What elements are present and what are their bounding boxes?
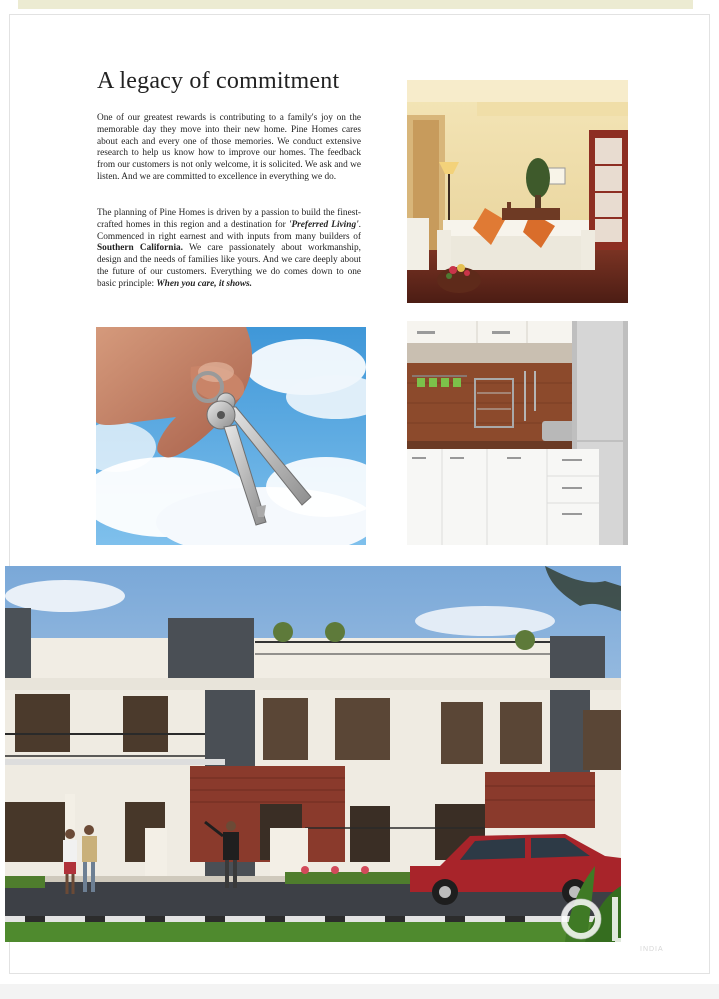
intro-paragraph: One of our greatest rewards is contributing to a family's joy on the memorable day they move into their new home. Pine Homes cares about each and every one of those memories. We conduct extensive research to help us know how to improve our homes. The feedback from our customers is not only welcome, it is solicited. We ask and we listen. And we are committed to excellence in everything we do. <box>97 113 361 182</box>
planning-text-1: The planning of Pine Homes is driven by a passion to build the finest-crafted homes in this region and a destination for <box>97 208 361 230</box>
living-room-photo <box>407 80 628 303</box>
principle-emphasis: When you care, it shows. <box>156 278 252 289</box>
page-title: A legacy of commitment <box>97 68 340 94</box>
bottom-strip <box>0 984 719 999</box>
planning-text-3: We care passionately about workmanship, design and the needs of families like yours. And we care deeply about the future of our customers. Everything we do comes down to one basic principle: <box>97 243 361 289</box>
southern-california-bold: Southern California. <box>97 243 183 254</box>
kitchen-photo <box>407 321 628 545</box>
top-color-band <box>18 0 693 9</box>
planning-paragraph <box>97 208 361 291</box>
house-keys-photo <box>96 327 366 545</box>
preferred-living-emphasis: 'Preferred Living' <box>288 219 359 230</box>
townhouse-rendering <box>5 566 621 942</box>
olx-watermark <box>555 893 690 959</box>
watermark-subtext: INDIA <box>640 946 664 953</box>
planning-text-2: . Commenced in right earnest and with inputs from many builders of <box>97 219 361 242</box>
